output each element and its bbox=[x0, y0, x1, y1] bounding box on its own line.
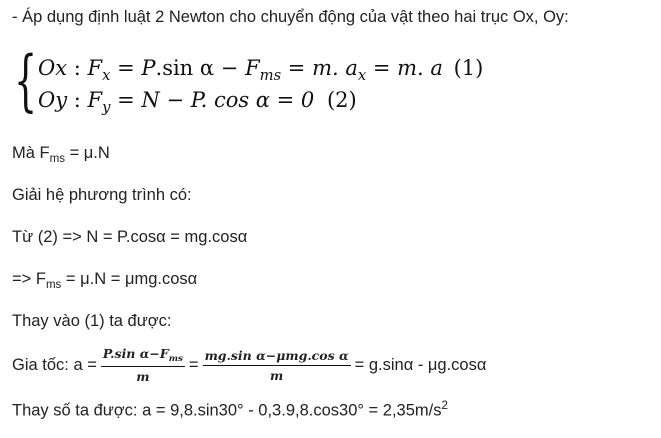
line-friction-result: => $F_{ms} = \mu.N = \mu mg.\cos\alpha$ bbox=[12, 270, 198, 292]
line-numeric-result: Thay số ta được: $a = 9,8.\sin 30^\circ - 0,3.9,8.\cos 30^\circ = 2,35m/s^2$ bbox=[12, 400, 448, 420]
line-from-eq2: Từ (2) => N = P.cosα = mg.cosα bbox=[12, 228, 248, 246]
fraction-2: $\frac{\text{mg.sin α−μmg.cos α}}{m}$ bbox=[204, 347, 349, 383]
equation-oy: Oy : $F_y = N - P$. cos α = 0 (2) bbox=[38, 88, 357, 117]
line-solve-system: Giải hệ phương trình có: bbox=[12, 186, 192, 204]
intro-text: - Áp dụng định luật 2 Newton cho chuyển động của vật theo hai trục Ox, Oy: bbox=[12, 8, 569, 26]
fraction-1: $\frac{P.\sin \alpha-F_{ms}}{m}$ bbox=[102, 346, 183, 385]
equation-ox: Ox : $F_x = P.\sin$ $\alpha - F_{ms} = m$. $a_x = m$. a (1) bbox=[38, 56, 484, 85]
system-brace: { bbox=[14, 42, 38, 119]
line-acceleration: Gia tốc: a = $\frac{P.\sin \alpha-F_{ms}}{m}$ = $\frac{\text{mg.sin α−μmg.cos α}}{m}$ = g.sinα - μg.cosα bbox=[12, 346, 487, 385]
line-friction-force: Mà $F_{ms} = \mu.N$ bbox=[12, 144, 110, 166]
line-substitute: Thay vào (1) ta được: bbox=[12, 312, 172, 330]
